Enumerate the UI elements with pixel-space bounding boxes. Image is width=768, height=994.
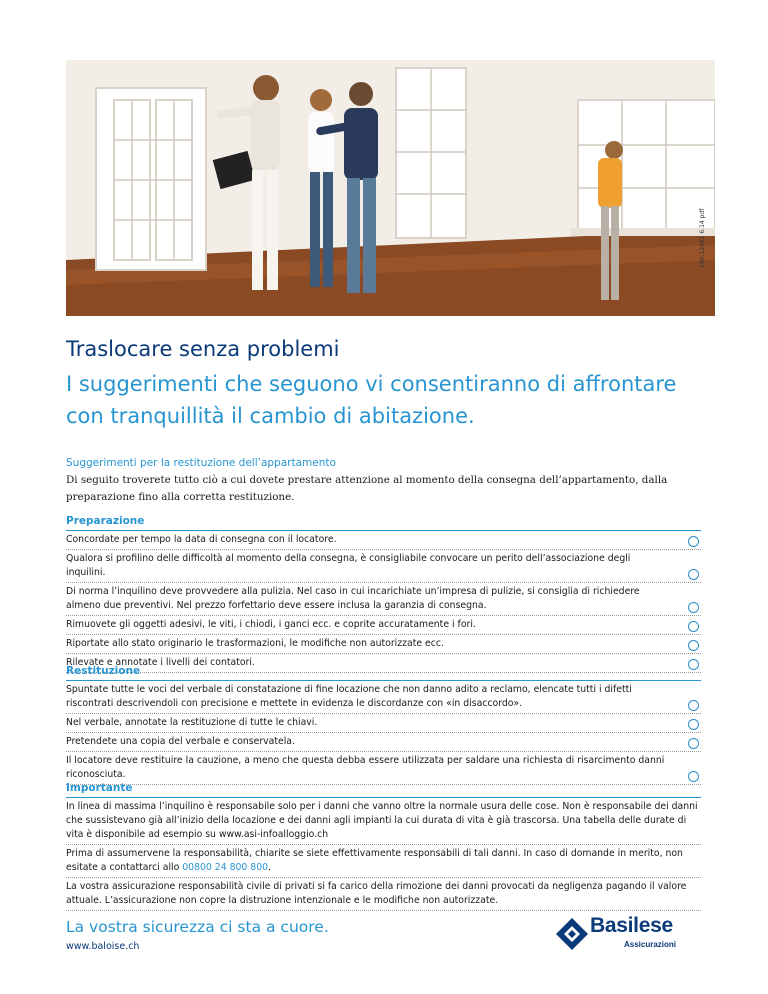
checkbox[interactable] <box>688 738 699 749</box>
checklist-item <box>66 635 701 654</box>
info-text: In linea di massima l’inquilino è responsabile solo per i danni che vanno oltre la normale usura delle cose. Non è responsabile dei danni che sussistevano già all’inizio della locazione e dei danni agli impianti la cui durata di vita è già trascorsa. Una tabella delle durate di vita è disponibile ad esempio su www.asi-infoalloggio.ch <box>66 801 698 840</box>
checklist-item <box>66 733 701 752</box>
info-text: La vostra assicurazione responsabilità civile di privati si fa carico della rimozione dei danni provocati da negligenza pagando il valore attuale. L’assicurazione non copre la distruzione intenzionale e le modifiche non autorizzate. <box>66 881 687 906</box>
checkbox[interactable] <box>688 569 699 580</box>
checkbox[interactable] <box>688 700 699 711</box>
info-text-end: . <box>268 862 271 873</box>
checklist-item-text: Il locatore deve restituire la cauzione, a meno che questa debba essere utilizzata per saldare una richiesta di risarcimento danni riconosciuta. <box>66 755 665 780</box>
checkbox[interactable] <box>688 621 699 632</box>
checklist-item <box>66 616 701 635</box>
info-text: Prima di assumervene la responsabilità, chiarite se siete effettivamente responsabili di tali danni. In caso di domande in merito, non esitate a contattarci allo <box>66 848 683 873</box>
intro-text: Di seguito troverete tutto ciò a cui dovete prestare attenzione al momento della consegna dell’appartamento, dalla preparazione fino alla corretta restituzione. <box>66 474 668 503</box>
section-heading: Preparazione <box>66 515 701 531</box>
checklist-item <box>66 583 701 616</box>
section-importante <box>66 782 701 911</box>
checklist-item-text: Rilevate e annotate i livelli dei contatori. <box>66 657 255 668</box>
phone-number[interactable]: 00800 24 800 800 <box>182 862 269 873</box>
checkbox[interactable] <box>688 640 699 651</box>
checkbox[interactable] <box>688 771 699 782</box>
document-code: 140.12401 6.14 pdf <box>699 208 706 268</box>
checklist-item <box>66 752 701 785</box>
basilese-logo <box>554 914 704 958</box>
checkbox[interactable] <box>688 719 699 730</box>
footer-slogan: La vostra sicurezza ci sta a cuore. <box>66 918 329 936</box>
checklist-item <box>66 550 701 583</box>
checklist-item <box>66 531 701 550</box>
checklist-item-text: Di norma l’inquilino deve provvedere alla pulizia. Nel caso in cui incarichiate un’impresa di pulizie, si consiglia di richiedere almeno due preventivi. Nel prezzo forfettario deve essere inclusa la garanzia di consegna. <box>66 586 640 611</box>
info-paragraph <box>66 878 701 911</box>
checklist-item-text: Spuntate tutte le voci del verbale di constatazione di fine locazione che non danno adito a reclamo, elencate tutti i difetti riscontrati descrivendoli con precisione e mettete in evidenza le discordanze con «in disaccordo». <box>66 684 632 709</box>
section-heading: Restituzione <box>66 665 701 681</box>
checkbox[interactable] <box>688 536 699 547</box>
section-heading: Importante <box>66 782 701 798</box>
logo-subtitle: Assicurazioni <box>624 940 677 949</box>
logo-name: Basilese <box>590 914 673 937</box>
checklist-item-text: Riportate allo stato originario le trasformazioni, le modifiche non autorizzate ecc. <box>66 638 444 649</box>
checkbox[interactable] <box>688 602 699 613</box>
intro-heading: Suggerimenti per la restituzione dell’appartamento <box>66 457 336 469</box>
checklist-item-text: Rimuovete gli oggetti adesivi, le viti, i chiodi, i ganci ecc. e coprite accuratamente i fori. <box>66 619 476 630</box>
footer-url[interactable]: www.baloise.ch <box>66 941 140 952</box>
checklist-item-text: Pretendete una copia del verbale e conservatela. <box>66 736 295 747</box>
info-paragraph <box>66 845 701 878</box>
checklist-item-text: Concordate per tempo la data di consegna con il locatore. <box>66 534 337 545</box>
diamond-logo-icon <box>554 916 590 952</box>
checklist-item-text: Qualora si profilino delle difficoltà al momento della consegna, è consigliabile convocare un perito dell’associazione degli inquilini. <box>66 553 631 578</box>
section-restituzione <box>66 665 701 785</box>
info-paragraph <box>66 798 701 845</box>
page-subtitle: I suggerimenti che seguono vi consentiranno di affrontare con tranquillità il cambio di abitazione. <box>66 372 677 428</box>
section-preparazione <box>66 515 701 673</box>
checklist-item <box>66 681 701 714</box>
checklist-item-text: Nel verbale, annotate la restituzione di tutte le chiavi. <box>66 717 318 728</box>
page-title: Traslocare senza problemi <box>66 337 340 361</box>
hero-photo <box>66 60 715 316</box>
checklist-item <box>66 714 701 733</box>
